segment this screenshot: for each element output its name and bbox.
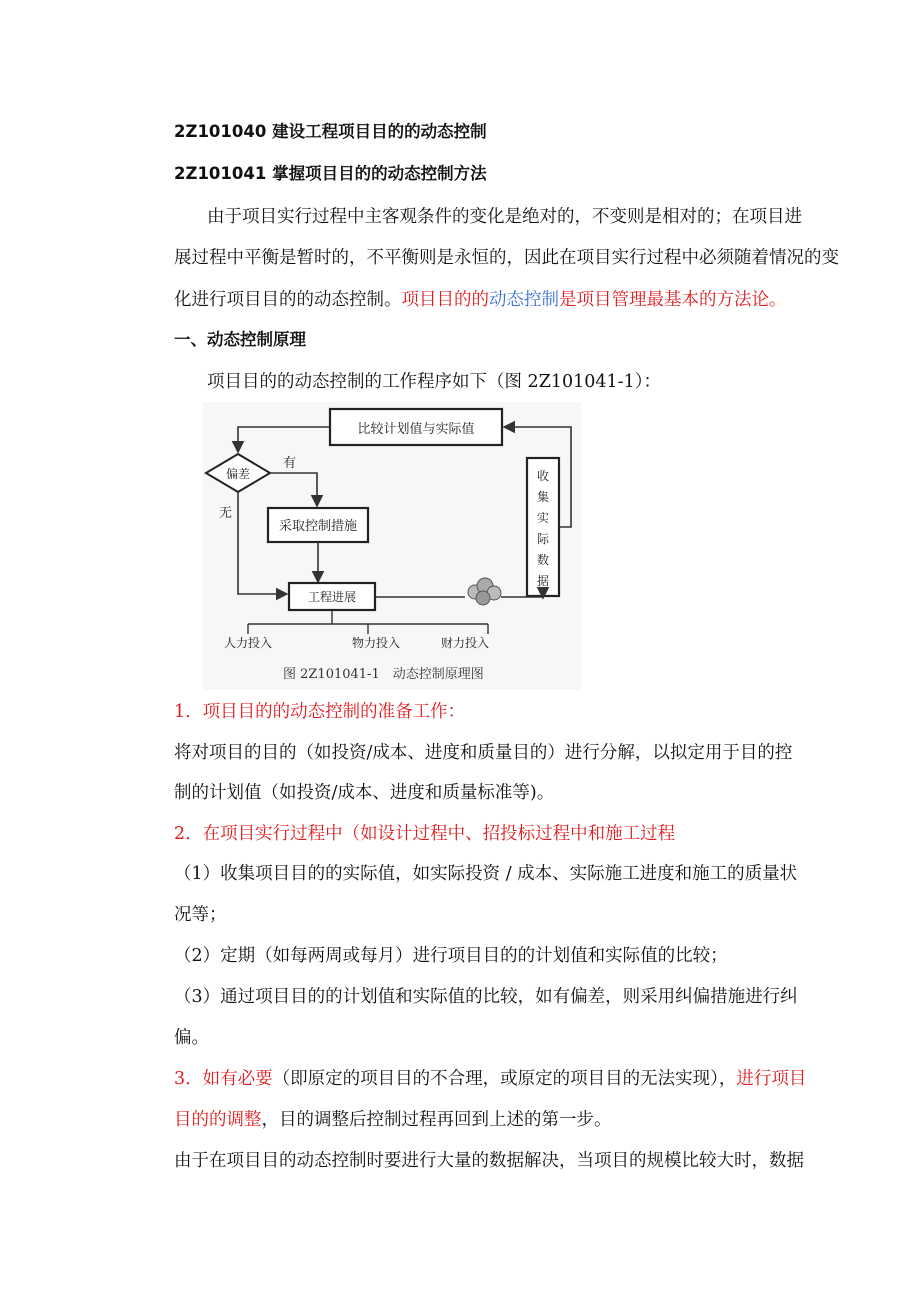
item-1-line-2: 制的计划值（如投资/成本、进度和质量标准等)。 [174, 783, 555, 803]
collect-char-6: 据 [536, 574, 550, 588]
intro-highlight-blue: 动态控制 [489, 290, 559, 310]
section-heading-2z101040: 2Z101040 建设工程项目目的的动态控制 [174, 122, 487, 141]
item-1-title: 1．项目目的的动态控制的准备工作： [174, 702, 466, 722]
sub-item-1-line-1: （1）收集项目目的的实际值，如实际投资 / 成本、实际施工进度和施工的质量状 [174, 864, 798, 884]
input-finance-label: 财力投入 [440, 636, 490, 650]
item-3-line-1 [174, 1067, 806, 1091]
no-label: 无 [219, 506, 233, 521]
collect-char-5: 数 [536, 553, 550, 567]
collect-char-3: 实 [536, 511, 550, 525]
intro-line-1: 由于项目实行过程中主客观条件的变化是绝对的，不变则是相对的；在项目进 [207, 207, 802, 227]
item-3-action-2: 目的的调整 [174, 1110, 262, 1130]
item-3-title: 3．如有必要 [174, 1069, 273, 1089]
closing-paragraph: 由于在项目目的动态控制时要进行大量的数据解决，当项目的规模比较大时，数据 [174, 1151, 804, 1171]
item-3-followup: ，目的调整后控制过程再回到上述的第一步。 [261, 1110, 612, 1130]
deviation-label: 偏差 [225, 467, 251, 481]
item-1-line-1: 将对项目的目的（如投资/成本、进度和质量目的）进行分解，以拟定用于目的控 [174, 743, 793, 763]
item-3-line-2 [174, 1108, 612, 1132]
progress-box-label: 工程进展 [307, 590, 357, 604]
item-3-explanation: （即原定的项目目的不合理，或原定的项目目的无法实现）， [272, 1069, 737, 1089]
intro-highlight-red-2: 是项目管理最基本的方法论。 [559, 290, 787, 310]
collect-char-2: 集 [536, 490, 550, 504]
input-manpower-label: 人力投入 [223, 636, 273, 650]
measures-box-label: 采取控制措施 [278, 519, 358, 534]
intro-line-3-plain: 化进行项目目的的动态控制。 [174, 290, 402, 310]
collect-char-1: 收 [536, 469, 550, 483]
collect-char-4: 际 [536, 532, 550, 546]
figure-caption: 图 2Z101041-1 动态控制原理图 [283, 667, 484, 682]
compare-box-label: 比较计划值与实际值 [357, 422, 475, 437]
intro-line-2: 展过程中平衡是暂时的，不平衡则是永恒的，因此在项目实行过程中必须随着情况的变 [174, 248, 839, 268]
sub-item-1-line-2: 况等； [174, 905, 227, 925]
dynamic-control-diagram [203, 402, 581, 690]
principle-section-title: 一、动态控制原理 [174, 330, 306, 349]
sub-item-3-line-2: 偏。 [174, 1028, 209, 1048]
input-material-label: 物力投入 [351, 636, 401, 650]
item-2-title: 2．在项目实行过程中（如设计过程中、招投标过程中和施工过程 [174, 824, 676, 844]
yes-label: 有 [283, 456, 297, 471]
section-heading-2z101041: 2Z101041 掌握项目目的的动态控制方法 [174, 164, 487, 183]
sub-item-2: （2）定期（如每两周或每月）进行项目目的的计划值和实际值的比较； [174, 946, 728, 966]
item-3-action-1: 进行项目 [736, 1069, 807, 1089]
intro-line-3 [174, 288, 787, 312]
sub-item-3-line-1: （3）通过项目目的的计划值和实际值的比较，如有偏差，则采用纠偏措施进行纠 [174, 987, 798, 1007]
figure-intro-text: 项目目的的动态控制的工作程序如下（图 2Z101041-1）： [207, 372, 661, 392]
intro-highlight-red-1: 项目目的的 [401, 290, 489, 310]
